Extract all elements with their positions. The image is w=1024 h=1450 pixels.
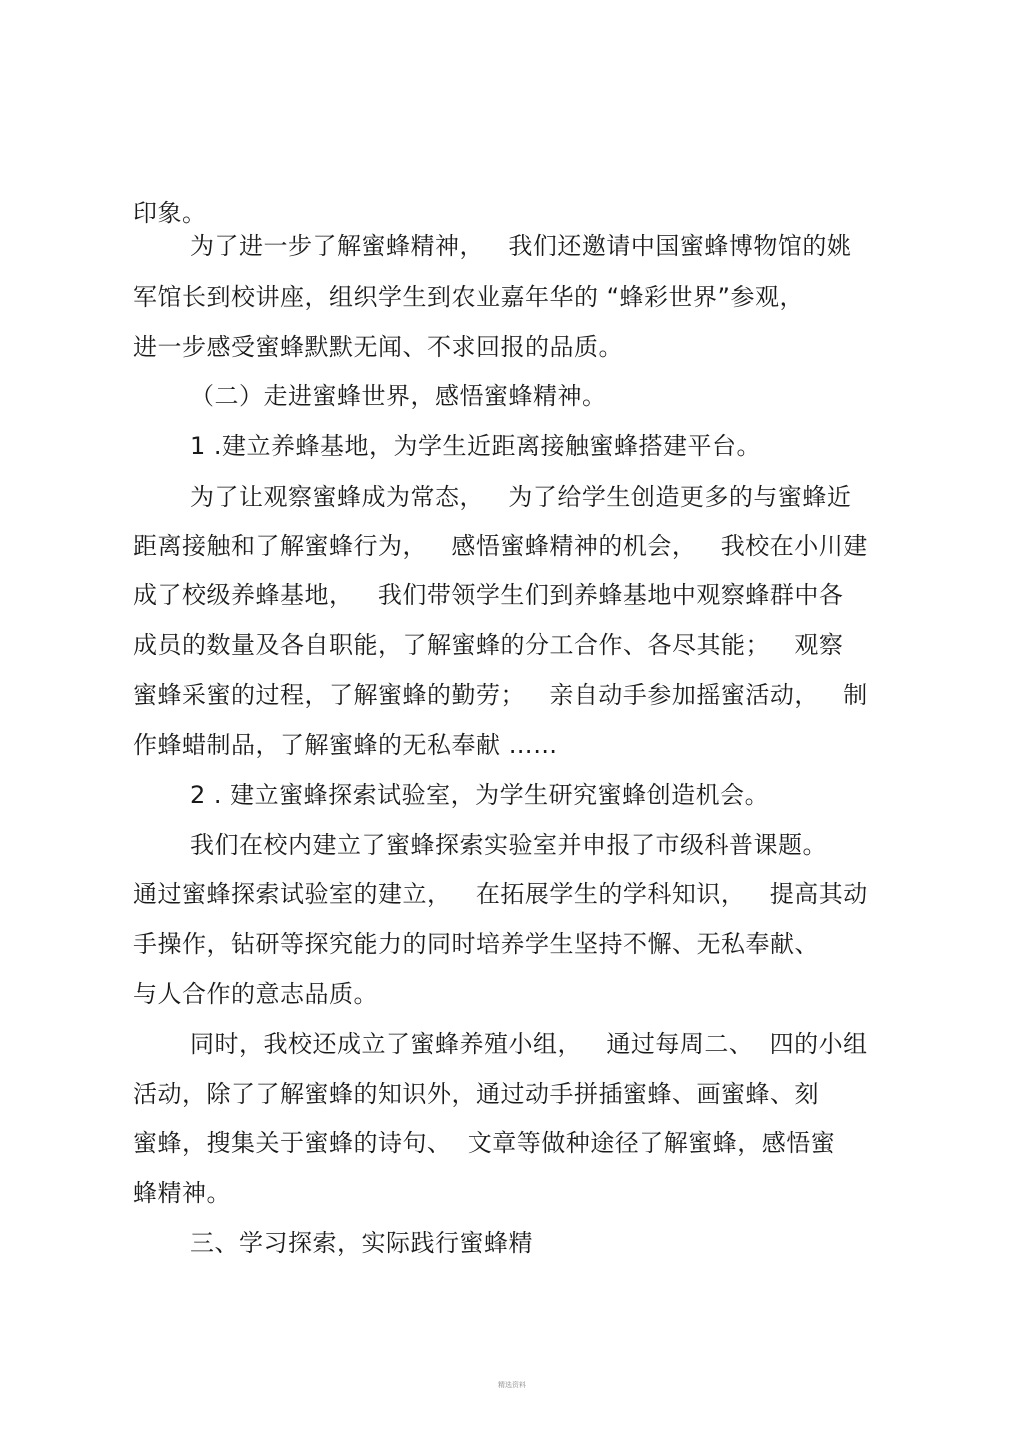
text-line-2: 为了进一步了解蜜蜂精神， 我们还邀请中国蜜蜂博物馆的姚 xyxy=(190,232,852,260)
text-line-21: 蜂精神。 xyxy=(133,1179,231,1207)
text-line-17: 与人合作的意志品质。 xyxy=(133,980,378,1008)
text-line-7: 为了让观察蜜蜂成为常态， 为了给学生创造更多的与蜜蜂近 xyxy=(190,483,852,511)
text-line-9: 成了校级养蜂基地， 我们带领学生们到养蜂基地中观察蜂群中各 xyxy=(133,581,844,609)
text-line-19: 活动，除了了解蜜蜂的知识外，通过动手拼插蜜蜂、画蜜蜂、刻 xyxy=(133,1080,819,1108)
text-line-20: 蜜蜂，搜集关于蜜蜂的诗句、 文章等做种途径了解蜜蜂，感悟蜜 xyxy=(133,1129,836,1157)
text-line-4: 进一步感受蜜蜂默默无闻、不求回报的品质。 xyxy=(133,333,623,361)
subheading-2: 2 . 建立蜜蜂探索试验室，为学生研究蜜蜂创造机会。 xyxy=(190,781,770,809)
text-line-3: 军馆长到校讲座，组织学生到农业嘉年华的 “蜂彩世界”参观， xyxy=(133,283,804,311)
page-footer: 精选资料 xyxy=(498,1381,526,1389)
text-line-11: 蜜蜂采蜜的过程，了解蜜蜂的勤劳； 亲自动手参加摇蜜活动， 制 xyxy=(133,681,868,709)
text-line-8: 距离接触和了解蜜蜂行为， 感悟蜜蜂精神的机会， 我校在小川建 xyxy=(133,532,868,560)
text-line-18: 同时，我校还成立了蜜蜂养殖小组， 通过每周二、 四的小组 xyxy=(190,1030,868,1058)
subheading-1: 1 .建立养蜂基地，为学生近距离接触蜜蜂搭建平台。 xyxy=(190,432,762,460)
text-line-16: 手操作，钻研等探究能力的同时培养学生坚持不懈、无私奉献、 xyxy=(133,930,819,958)
text-line-12: 作蜂蜡制品，了解蜜蜂的无私奉献 …… xyxy=(133,731,558,759)
text-line-1: 印象。 xyxy=(133,199,207,227)
text-line-10: 成员的数量及各自职能，了解蜜蜂的分工合作、各尽其能； 观察 xyxy=(133,631,844,659)
text-line-15: 通过蜜蜂探索试验室的建立， 在拓展学生的学科知识， 提高其动 xyxy=(133,880,868,908)
text-line-14: 我们在校内建立了蜜蜂探索实验室并申报了市级科普课题。 xyxy=(190,831,827,859)
section-heading-2: （二）走进蜜蜂世界，感悟蜜蜂精神。 xyxy=(190,382,607,410)
section-heading-3: 三、学习探索，实际践行蜜蜂精 xyxy=(190,1229,533,1257)
